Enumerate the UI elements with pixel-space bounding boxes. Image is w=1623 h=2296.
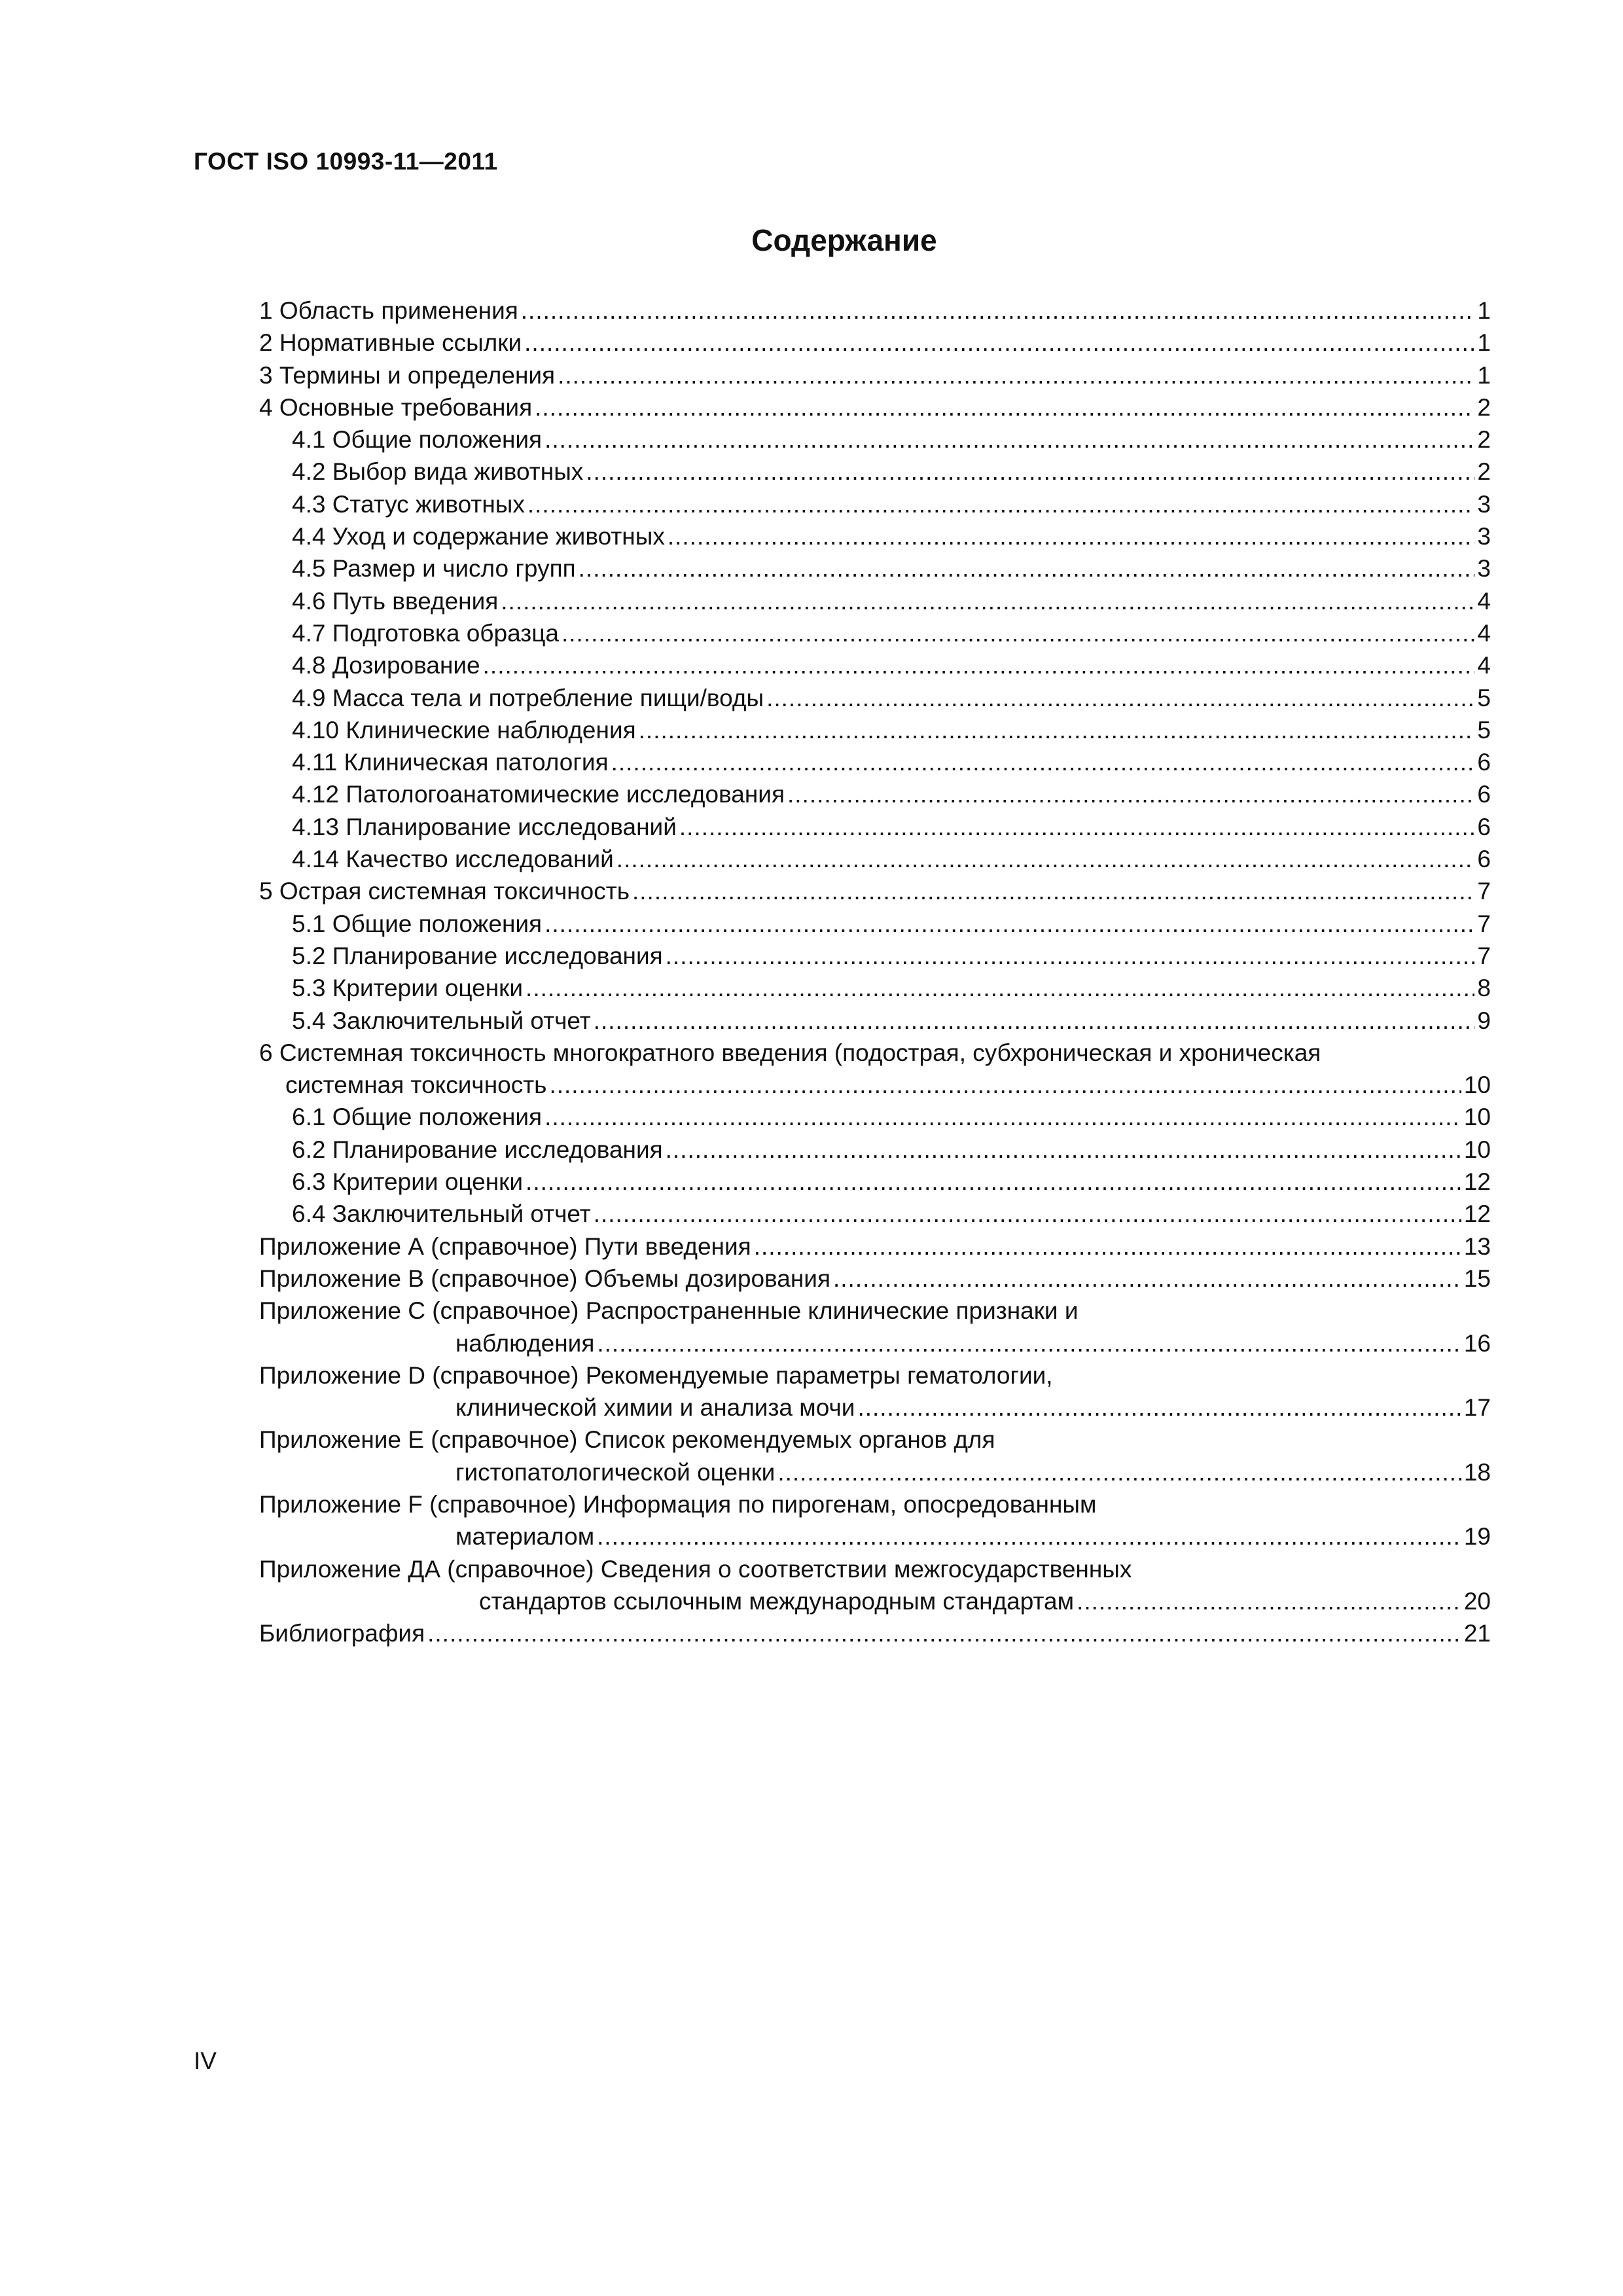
toc-entry-title: 4.3 Статус животных	[292, 490, 525, 518]
toc-entry-title: 4.8 Дозирование	[292, 652, 480, 679]
toc-page-number: 5	[1477, 716, 1491, 744]
toc-page-number: 7	[1477, 942, 1491, 969]
toc-entry[interactable]	[259, 1037, 1491, 1069]
toc-entry-title-cont: системная токсичность	[285, 1071, 547, 1099]
toc-page-number: 9	[1477, 1007, 1491, 1034]
toc-entry-continuation[interactable]	[259, 1585, 1491, 1617]
toc-entry-title: 4.10 Клинические наблюдения	[292, 716, 636, 744]
page-number: IV	[194, 2047, 217, 2074]
toc-entry[interactable]	[259, 617, 1491, 649]
toc-entry-title: 5 Острая системная токсичность	[259, 878, 630, 905]
toc-entry[interactable]	[259, 714, 1491, 746]
toc-entry-title: 6.4 Заключительный отчет	[292, 1200, 591, 1228]
dot-leader	[639, 714, 1475, 746]
toc-entry[interactable]	[259, 1263, 1491, 1295]
toc-page-number: 10	[1463, 1071, 1491, 1099]
toc-entry-title-cont: клинической химии и анализа мочи	[455, 1394, 855, 1422]
toc-entry[interactable]	[259, 1553, 1491, 1585]
toc-entry-continuation[interactable]	[259, 1456, 1491, 1488]
dot-leader	[586, 456, 1474, 488]
dot-leader	[544, 1101, 1461, 1133]
dot-leader	[544, 908, 1474, 940]
toc-entry[interactable]	[259, 682, 1491, 714]
toc-entry[interactable]	[259, 456, 1491, 488]
dot-leader	[558, 359, 1474, 391]
dot-leader	[526, 1166, 1461, 1198]
dot-leader	[777, 1456, 1461, 1488]
dot-leader	[549, 1069, 1461, 1101]
toc-entry[interactable]	[259, 1424, 1491, 1456]
toc-list	[259, 295, 1491, 1649]
toc-entry[interactable]	[259, 972, 1491, 1004]
toc-entry[interactable]	[259, 488, 1491, 520]
toc-page-number: 1	[1477, 329, 1491, 357]
toc-entry-title: 5.3 Критерии оценки	[292, 975, 524, 1002]
dot-leader	[535, 391, 1474, 423]
toc-page-number: 6	[1477, 813, 1491, 840]
dot-leader	[526, 972, 1474, 1004]
dot-leader	[1077, 1585, 1461, 1617]
toc-page-number: 4	[1477, 619, 1491, 647]
toc-entry[interactable]	[259, 811, 1491, 843]
toc-page-number: 4	[1477, 587, 1491, 615]
toc-entry-title: 6.3 Критерии оценки	[292, 1168, 524, 1196]
toc-entry-title: 4.11 Клиническая патология	[292, 749, 609, 776]
toc-entry[interactable]	[259, 327, 1491, 359]
dot-leader	[616, 843, 1475, 875]
toc-entry[interactable]	[259, 1005, 1491, 1037]
toc-page-number: 3	[1477, 490, 1491, 518]
dot-leader	[679, 811, 1475, 843]
toc-entry[interactable]	[259, 585, 1491, 617]
dot-leader	[501, 585, 1474, 617]
toc-page-number: 15	[1463, 1265, 1491, 1292]
toc-page-number: 6	[1477, 846, 1491, 873]
toc-page-number: 4	[1477, 652, 1491, 679]
toc-page-number: 10	[1463, 1136, 1491, 1163]
dot-leader	[666, 1134, 1461, 1166]
toc-entry-title: 3 Термины и определения	[259, 361, 556, 389]
toc-entry-title: Приложение В (справочное) Объемы дозирования	[259, 1265, 830, 1292]
toc-page-number: 1	[1477, 361, 1491, 389]
dot-leader	[754, 1230, 1461, 1263]
dot-leader	[632, 875, 1474, 907]
toc-entry[interactable]	[259, 520, 1491, 552]
toc-entry-title: Приложение С (справочное) Распространенные клинические признаки и	[259, 1297, 1079, 1325]
document-code: ГОСТ ISO 10993-11—2011	[194, 148, 498, 175]
toc-page-number: 13	[1463, 1232, 1491, 1260]
toc-page-number: 18	[1463, 1458, 1491, 1486]
toc-page-number: 3	[1477, 523, 1491, 550]
toc-entry[interactable]	[259, 1488, 1491, 1520]
toc-entry[interactable]	[259, 552, 1491, 584]
toc-entry[interactable]	[259, 1166, 1491, 1198]
toc-entry[interactable]	[259, 1198, 1491, 1230]
dot-leader	[597, 1327, 1461, 1359]
toc-page-number: 7	[1477, 910, 1491, 937]
dot-leader	[787, 778, 1474, 810]
toc-entry-title: 5.2 Планирование исследования	[292, 942, 663, 969]
dot-leader	[427, 1617, 1461, 1649]
toc-page-number: 1	[1477, 297, 1491, 324]
toc-entry[interactable]	[259, 649, 1491, 681]
toc-entry[interactable]	[259, 1230, 1491, 1263]
toc-page-number: 2	[1477, 393, 1491, 421]
toc-page-number: 7	[1477, 878, 1491, 905]
toc-entry[interactable]	[259, 1359, 1491, 1391]
toc-entry-continuation[interactable]	[259, 1520, 1491, 1552]
toc-page-number: 3	[1477, 555, 1491, 583]
dot-leader	[857, 1391, 1461, 1424]
toc-entry[interactable]	[259, 359, 1491, 391]
toc-entry[interactable]	[259, 295, 1491, 327]
toc-entry-title: 6.2 Планирование исследования	[292, 1136, 663, 1163]
toc-entry-title-cont: наблюдения	[455, 1329, 595, 1357]
toc-entry-continuation[interactable]	[259, 1391, 1491, 1424]
toc-page-number: 2	[1477, 426, 1491, 454]
toc-entry-title: Приложение Е (справочное) Список рекомендуемых органов для	[259, 1426, 995, 1454]
toc-entry-title: Приложение D (справочное) Рекомендуемые параметры гематологии,	[259, 1361, 1053, 1389]
dot-leader	[668, 520, 1475, 552]
toc-entry-title-cont: материалом	[455, 1523, 595, 1551]
toc-entry-title: 4 Основные требования	[259, 393, 533, 421]
dot-leader	[597, 1520, 1461, 1552]
toc-entry-title: 6 Системная токсичность многократного введения (подострая, субхроническая и хроническая	[259, 1039, 1321, 1066]
toc-entry-title-cont: гистопатологической оценки	[455, 1458, 776, 1486]
toc-entry-title: 4.6 Путь введения	[292, 587, 499, 615]
toc-page-number: 19	[1463, 1523, 1491, 1551]
toc-entry-title: Приложение А (справочное) Пути введения	[259, 1232, 751, 1260]
toc-entry-title: 4.1 Общие положения	[292, 426, 543, 454]
dot-leader	[611, 746, 1475, 778]
toc-entry[interactable]	[259, 1617, 1491, 1649]
toc-page-number: 20	[1463, 1587, 1491, 1615]
toc-entry[interactable]	[259, 746, 1491, 778]
toc-entry[interactable]	[259, 1101, 1491, 1133]
toc-page-number: 5	[1477, 684, 1491, 711]
toc-page-number: 6	[1477, 781, 1491, 808]
toc-entry-title: 4.7 Подготовка образца	[292, 619, 559, 647]
toc-page-number: 8	[1477, 975, 1491, 1002]
toc-entry[interactable]	[259, 908, 1491, 940]
toc-entry[interactable]	[259, 843, 1491, 875]
toc-entry[interactable]	[259, 875, 1491, 907]
toc-entry[interactable]	[259, 1295, 1491, 1327]
toc-entry-title: 5.1 Общие положения	[292, 910, 543, 937]
toc-entry-title: 4.14 Качество исследований	[292, 846, 614, 873]
toc-entry-title-cont: стандартов ссылочным международным стандартам	[479, 1587, 1075, 1615]
dot-leader	[579, 552, 1475, 584]
toc-page-number: 21	[1463, 1620, 1491, 1647]
toc-page-number: 16	[1463, 1329, 1491, 1357]
dot-leader	[766, 682, 1474, 714]
toc-page-number: 12	[1463, 1168, 1491, 1196]
dot-leader	[544, 423, 1474, 456]
toc-entry-title: 4.2 Выбор вида животных	[292, 458, 584, 486]
toc-entry-title: 6.1 Общие положения	[292, 1103, 543, 1131]
toc-title: Содержание	[751, 223, 937, 257]
dot-leader	[833, 1263, 1461, 1295]
toc-page-number: 10	[1463, 1103, 1491, 1131]
toc-page-number: 2	[1477, 458, 1491, 486]
toc-page-number: 6	[1477, 749, 1491, 776]
toc-entry[interactable]	[259, 778, 1491, 810]
toc-entry-title: 4.9 Масса тела и потребление пищи/воды	[292, 684, 764, 711]
dot-leader	[594, 1005, 1475, 1037]
toc-entry-title: 2 Нормативные ссылки	[259, 329, 522, 357]
toc-page-number: 17	[1463, 1394, 1491, 1422]
toc-entry-title: 4.13 Планирование исследований	[292, 813, 677, 840]
dot-leader	[521, 295, 1475, 327]
toc-entry-continuation[interactable]	[259, 1327, 1491, 1359]
dot-leader	[527, 488, 1475, 520]
dot-leader	[524, 327, 1474, 359]
dot-leader	[562, 617, 1474, 649]
toc-entry-title: 1 Область применения	[259, 297, 518, 324]
toc-entry-title: 4.5 Размер и число групп	[292, 555, 576, 583]
toc-page-number: 12	[1463, 1200, 1491, 1228]
toc-entry[interactable]	[259, 423, 1491, 456]
dot-leader	[594, 1198, 1461, 1230]
toc-entry-title: 4.4 Уход и содержание животных	[292, 523, 665, 550]
toc-entry-title: 5.4 Заключительный отчет	[292, 1007, 591, 1034]
dot-leader	[483, 649, 1475, 681]
dot-leader	[666, 940, 1475, 972]
toc-entry[interactable]	[259, 940, 1491, 972]
toc-entry-continuation[interactable]	[259, 1069, 1491, 1101]
toc-entry-title: Приложение F (справочное) Информация по пирогенам, опосредованным	[259, 1490, 1097, 1518]
toc-entry-title: Библиография	[259, 1620, 425, 1647]
toc-entry-title: 4.12 Патологоанатомические исследования	[292, 781, 785, 808]
toc-entry-title: Приложение ДА (справочное) Сведения о соответствии межгосударственных	[259, 1555, 1132, 1583]
toc-entry[interactable]	[259, 1134, 1491, 1166]
toc-entry[interactable]	[259, 391, 1491, 423]
